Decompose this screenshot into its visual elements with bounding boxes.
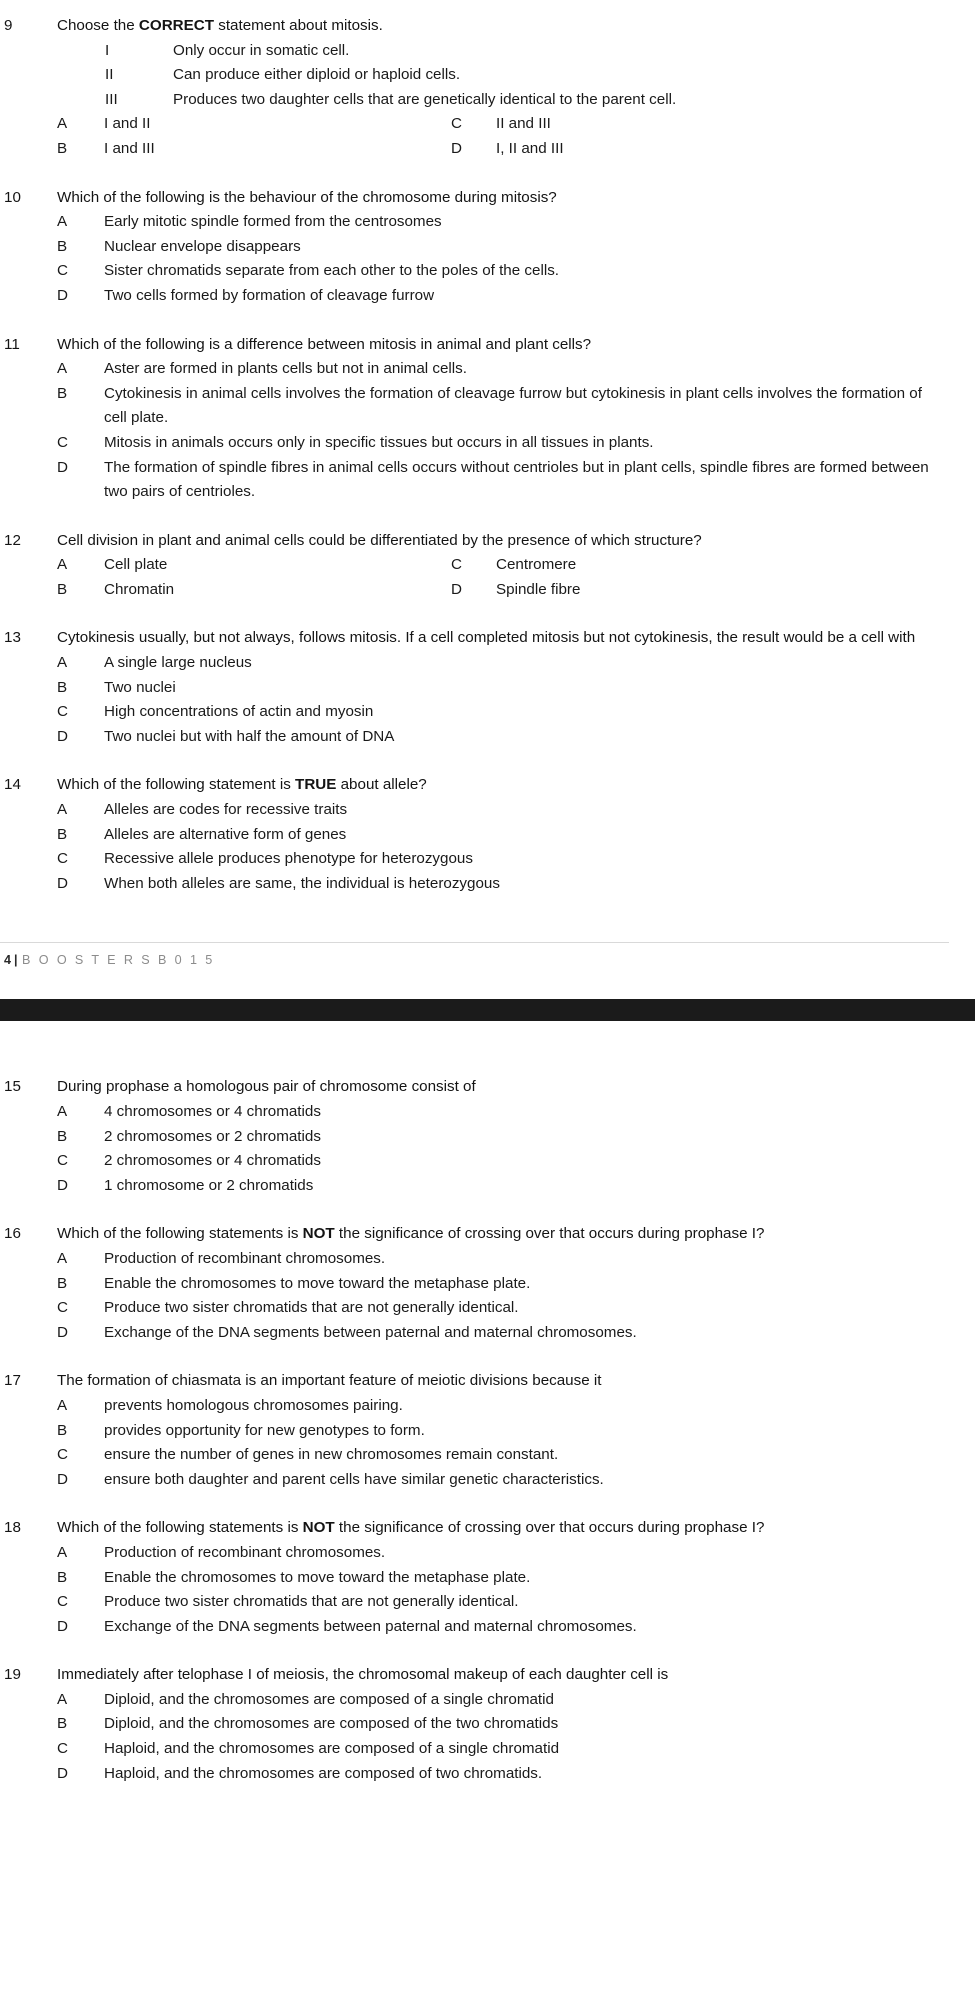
question-spacer [0, 1345, 949, 1369]
option-text[interactable]: I and III [104, 139, 155, 157]
stem-emphasis-word: NOT [302, 1519, 335, 1537]
question-number: 10 [4, 188, 21, 206]
question-spacer [0, 505, 949, 529]
option-item[interactable] [0, 1688, 949, 1713]
option-item[interactable] [0, 235, 949, 260]
question-block [0, 186, 949, 309]
question-stem-text [57, 1222, 949, 1247]
option-letter[interactable]: C [451, 556, 462, 574]
option-text[interactable]: Centromere [496, 556, 577, 574]
option-letter[interactable]: B [57, 825, 68, 843]
option-letter[interactable]: D [57, 286, 68, 304]
option-text[interactable]: Haploid, and the chromosomes are composed of a single chromatid [104, 1740, 560, 1758]
option-item[interactable] [0, 1566, 949, 1591]
statement-text: Can produce either diploid or haploid cells. [173, 66, 461, 84]
option-letter[interactable]: A [57, 556, 68, 574]
option-text[interactable]: I and II [104, 115, 151, 133]
question-stem-row [0, 773, 949, 798]
question-spacer [0, 602, 949, 626]
option-text[interactable]: Diploid, and the chromosomes are composed of a single chromatid [104, 1690, 554, 1708]
question-stem-text [57, 1516, 949, 1541]
option-item[interactable] [0, 651, 949, 676]
question-number: 11 [4, 335, 20, 353]
question-stem-text: During prophase a homologous pair of chromosome consist of [57, 1078, 476, 1096]
option-text[interactable]: 2 chromosomes or 2 chromatids [104, 1127, 321, 1145]
option-text[interactable]: 1 chromosome or 2 chromatids [104, 1176, 314, 1194]
stem-text-after-emphasis: statement about mitosis. [214, 17, 383, 34]
question-number: 9 [4, 17, 13, 34]
option-item[interactable] [451, 112, 949, 137]
question-stem-text: Which of the following is the behaviour of the chromosome during mitosis? [57, 188, 557, 206]
question-stem-text: The formation of chiasmata is an important feature of meiotic divisions because it [57, 1372, 602, 1390]
option-item[interactable] [0, 210, 949, 235]
option-letter[interactable]: D [57, 1764, 68, 1782]
option-letter[interactable]: A [57, 1690, 68, 1708]
option-letter[interactable]: C [57, 1152, 68, 1170]
question-number: 12 [4, 531, 21, 549]
option-letter[interactable]: A [57, 1103, 68, 1120]
option-letter[interactable]: B [57, 1127, 68, 1145]
question-stem-row [0, 333, 949, 358]
option-item[interactable] [0, 847, 949, 872]
option-item[interactable] [0, 1590, 949, 1615]
option-letter[interactable]: C [57, 1446, 68, 1464]
option-text[interactable]: Two nuclei but with half the amount of DNA [104, 727, 395, 745]
question-spacer [0, 1786, 949, 1810]
option-item[interactable] [0, 1712, 949, 1737]
option-text[interactable]: II and III [496, 115, 551, 133]
question-block [0, 1369, 949, 1492]
question-stem-row [0, 1516, 949, 1541]
question-stem-row [0, 529, 949, 554]
option-item[interactable] [0, 112, 451, 137]
option-text[interactable]: Mitosis in animals occurs only in specific tissues but occurs in all tissues in plants. [104, 433, 654, 451]
option-item[interactable] [0, 456, 949, 505]
option-indent-spacer [0, 112, 57, 137]
option-letter[interactable]: C [57, 262, 68, 280]
question-block [0, 1222, 949, 1345]
question-block [0, 14, 949, 162]
question-spacer [0, 1198, 949, 1222]
question-stem-row [0, 1222, 949, 1247]
statement-row [0, 63, 949, 88]
statement-roman-label: I [105, 41, 110, 59]
question-block [0, 1516, 949, 1639]
question-number: 17 [4, 1372, 21, 1390]
option-letter[interactable]: A [57, 115, 68, 133]
question-number: 16 [4, 1225, 21, 1243]
stem-text-before-emphasis: Which of the following statements is [57, 1225, 303, 1243]
option-item[interactable] [0, 553, 451, 578]
option-text[interactable]: Produce two sister chromatids that are not generally identical. [104, 1593, 519, 1611]
option-item[interactable] [0, 1100, 949, 1125]
option-letter[interactable]: D [57, 1323, 68, 1341]
stem-text-after-emphasis: about allele? [336, 776, 427, 794]
option-text[interactable]: The formation of spindle fibres in animal cells occurs without centrioles but in plant cells, spindle fibres are formed between two pairs of centrioles. [104, 458, 929, 501]
option-text[interactable]: Exchange of the DNA segments between paternal and maternal chromosomes. [104, 1323, 637, 1341]
option-text[interactable]: Two nuclei [104, 678, 176, 696]
option-item[interactable] [451, 553, 949, 578]
question-stem-text [57, 773, 949, 798]
option-text[interactable]: Enable the chromosomes to move toward the metaphase plate. [104, 1274, 531, 1292]
option-letter[interactable]: D [57, 1617, 68, 1635]
option-item[interactable] [0, 676, 949, 701]
option-letter[interactable]: A [57, 1543, 68, 1561]
option-item[interactable] [0, 382, 949, 431]
option-letter[interactable]: D [451, 580, 462, 598]
question-stem-row [0, 14, 949, 39]
option-letter[interactable]: D [57, 874, 68, 892]
question-stem-row [0, 1369, 949, 1394]
option-indent-spacer [0, 137, 57, 162]
option-letter[interactable]: D [57, 1176, 68, 1194]
option-item[interactable] [0, 1149, 949, 1174]
option-item[interactable] [0, 578, 451, 603]
option-letter[interactable]: B [57, 580, 68, 598]
option-letter[interactable]: C [57, 1299, 68, 1317]
question-spacer [0, 1639, 949, 1663]
option-item[interactable] [0, 1468, 949, 1493]
question-block [0, 773, 949, 896]
document-page-4 [0, 0, 975, 967]
option-text[interactable]: Cytokinesis in animal cells involves the formation of cleavage furrow but cytokinesis in plant cells involves the formation of cell plate. [104, 384, 922, 427]
question-block [0, 333, 949, 505]
option-text[interactable]: Sister chromatids separate from each other to the poles of the cells. [104, 262, 560, 280]
option-item[interactable] [0, 872, 949, 897]
question-number: 13 [4, 629, 21, 647]
option-item[interactable] [0, 357, 949, 382]
question-stem-text: Cell division in plant and animal cells could be differentiated by the presence of which structure? [57, 531, 702, 549]
option-text[interactable]: provides opportunity for new genotypes to form. [104, 1421, 425, 1439]
option-text[interactable]: Cell plate [104, 556, 168, 574]
option-item[interactable] [0, 1419, 949, 1444]
option-text[interactable]: Nuclear envelope disappears [104, 237, 301, 255]
option-text[interactable]: Produce two sister chromatids that are not generally identical. [104, 1299, 519, 1317]
option-text[interactable]: Chromatin [104, 580, 175, 598]
stem-text-after-emphasis: the significance of crossing over that occurs during prophase I? [334, 1225, 765, 1243]
question-block [0, 626, 949, 749]
question-stem-text [57, 14, 949, 39]
option-item[interactable] [451, 137, 949, 162]
option-letter[interactable]: C [57, 1740, 68, 1758]
option-item[interactable] [451, 578, 949, 603]
option-text[interactable]: Alleles are alternative form of genes [104, 825, 347, 843]
option-letter[interactable]: B [57, 384, 68, 402]
question-stem-text: Which of the following is a difference between mitosis in animal and plant cells? [57, 335, 592, 353]
question-number: 19 [4, 1666, 21, 1684]
option-text[interactable]: Aster are formed in plants cells but not in animal cells. [104, 360, 467, 378]
question-list-page-4 [0, 14, 949, 920]
option-letter[interactable]: C [57, 850, 68, 868]
option-text[interactable]: High concentrations of actin and myosin [104, 703, 374, 721]
option-letter[interactable]: D [57, 1470, 68, 1488]
option-item[interactable] [0, 1296, 949, 1321]
statement-row [0, 39, 949, 64]
question-number: 14 [4, 776, 21, 794]
statement-roman-label: II [105, 66, 114, 84]
footer-separator: | [14, 953, 19, 968]
option-text[interactable]: Recessive allele produces phenotype for heterozygous [104, 850, 473, 868]
option-letter[interactable]: A [57, 654, 68, 672]
option-letter[interactable]: B [57, 1715, 68, 1733]
stem-text-before-emphasis: Which of the following statements is [57, 1519, 303, 1537]
question-spacer [0, 309, 949, 333]
option-letter[interactable]: B [57, 1421, 68, 1439]
statement-roman-label: III [105, 90, 118, 108]
option-letter[interactable]: B [57, 678, 68, 696]
option-letter[interactable]: B [57, 1568, 68, 1586]
option-letter[interactable]: B [57, 237, 68, 255]
option-item[interactable] [0, 1272, 949, 1297]
option-indent-spacer [0, 578, 57, 603]
option-item[interactable] [0, 1762, 949, 1787]
option-item[interactable] [0, 1125, 949, 1150]
question-spacer [0, 162, 949, 186]
option-item[interactable] [0, 1174, 949, 1199]
question-spacer [0, 1492, 949, 1516]
option-letter[interactable]: B [57, 139, 68, 157]
option-letter[interactable]: B [57, 1274, 68, 1292]
stem-emphasis-word: CORRECT [138, 17, 214, 34]
option-item[interactable] [0, 725, 949, 750]
stem-text-before-emphasis: Choose the [57, 17, 139, 34]
page-break-gap-top [0, 967, 975, 999]
option-item[interactable] [0, 1443, 949, 1468]
option-item[interactable] [0, 798, 949, 823]
option-text[interactable]: Alleles are codes for recessive traits [104, 801, 348, 819]
option-letter[interactable]: D [57, 727, 68, 745]
option-text[interactable]: Production of recombinant chromosomes. [104, 1543, 386, 1561]
option-letter[interactable]: C [57, 1593, 68, 1611]
option-row [0, 137, 949, 162]
page-footer [0, 943, 949, 967]
statement-row [0, 88, 949, 113]
option-text[interactable]: Two cells formed by formation of cleavage furrow [104, 286, 435, 304]
question-stem-row [0, 1075, 949, 1100]
option-letter[interactable]: A [57, 360, 68, 378]
option-item[interactable] [0, 431, 949, 456]
option-row [0, 112, 949, 137]
option-letter[interactable]: A [57, 1396, 68, 1414]
document-page-5 [0, 1075, 975, 1810]
option-letter[interactable]: D [451, 139, 462, 157]
stem-text-before-emphasis: Which of the following statement is [57, 776, 296, 794]
question-block [0, 529, 949, 603]
option-item[interactable] [0, 137, 451, 162]
option-text[interactable]: Exchange of the DNA segments between paternal and maternal chromosomes. [104, 1617, 637, 1635]
option-item[interactable] [0, 1737, 949, 1762]
question-spacer [0, 749, 949, 773]
statement-text: Produces two daughter cells that are genetically identical to the parent cell. [173, 90, 677, 108]
option-text[interactable]: 2 chromosomes or 4 chromatids [104, 1152, 321, 1170]
option-text[interactable]: I, II and III [496, 139, 564, 157]
option-letter[interactable]: A [57, 213, 68, 231]
option-text[interactable]: Production of recombinant chromosomes. [104, 1249, 386, 1267]
option-item[interactable] [0, 1321, 949, 1346]
question-list-page-5 [0, 1075, 949, 1810]
stem-text-after-emphasis: the significance of crossing over that occurs during prophase I? [334, 1519, 765, 1537]
question-number: 18 [4, 1519, 21, 1537]
footer-page-number: 4 [4, 953, 12, 968]
option-text[interactable]: Diploid, and the chromosomes are composed of the two chromatids [104, 1715, 559, 1733]
option-letter[interactable]: D [57, 458, 68, 476]
option-text[interactable]: When both alleles are same, the individual is heterozygous [104, 874, 500, 892]
page-break-gap-bottom [0, 1021, 975, 1075]
option-row [0, 578, 949, 603]
option-item[interactable] [0, 1394, 949, 1419]
option-item[interactable] [0, 259, 949, 284]
option-text[interactable]: prevents homologous chromosomes pairing. [104, 1396, 403, 1414]
option-text[interactable]: ensure the number of genes in new chromosomes remain constant. [104, 1446, 559, 1464]
question-stem-row [0, 626, 949, 651]
option-letter[interactable]: C [451, 115, 462, 133]
option-letter[interactable]: C [57, 703, 68, 721]
option-text[interactable]: 4 chromosomes or 4 chromatids [104, 1103, 321, 1120]
question-stem-row [0, 186, 949, 211]
option-text[interactable]: A single large nucleus [104, 654, 252, 672]
stem-emphasis-word: NOT [302, 1225, 335, 1243]
option-item[interactable] [0, 284, 949, 309]
option-item[interactable] [0, 1541, 949, 1566]
option-letter[interactable]: A [57, 1249, 68, 1267]
option-item[interactable] [0, 823, 949, 848]
option-item[interactable] [0, 1247, 949, 1272]
question-stem-text: Immediately after telophase I of meiosis, the chromosomal makeup of each daughter cell is [57, 1666, 669, 1684]
question-block [0, 1075, 949, 1198]
option-item[interactable] [0, 700, 949, 725]
option-text[interactable]: Early mitotic spindle formed from the centrosomes [104, 213, 442, 231]
question-number: 15 [4, 1078, 21, 1096]
option-text[interactable]: Haploid, and the chromosomes are composed of two chromatids. [104, 1764, 543, 1782]
question-block [0, 1663, 949, 1786]
footer-document-code: B O O S T E R S B 0 1 5 [22, 953, 215, 968]
question-stem-row [0, 1663, 949, 1688]
option-letter[interactable]: C [57, 433, 68, 451]
option-row [0, 553, 949, 578]
statement-text: Only occur in somatic cell. [173, 41, 350, 59]
question-spacer [0, 896, 949, 920]
option-text[interactable]: Enable the chromosomes to move toward the metaphase plate. [104, 1568, 531, 1586]
stem-emphasis-word: TRUE [295, 776, 337, 794]
option-text[interactable]: ensure both daughter and parent cells have similar genetic characteristics. [104, 1470, 604, 1488]
question-stem-text: Cytokinesis usually, but not always, follows mitosis. If a cell completed mitosis but not cytokinesis, the result would be a cell with [57, 629, 916, 647]
page-break-band [0, 999, 975, 1021]
option-item[interactable] [0, 1615, 949, 1640]
option-indent-spacer [0, 553, 57, 578]
option-letter[interactable]: A [57, 801, 68, 819]
option-text[interactable]: Spindle fibre [496, 580, 581, 598]
